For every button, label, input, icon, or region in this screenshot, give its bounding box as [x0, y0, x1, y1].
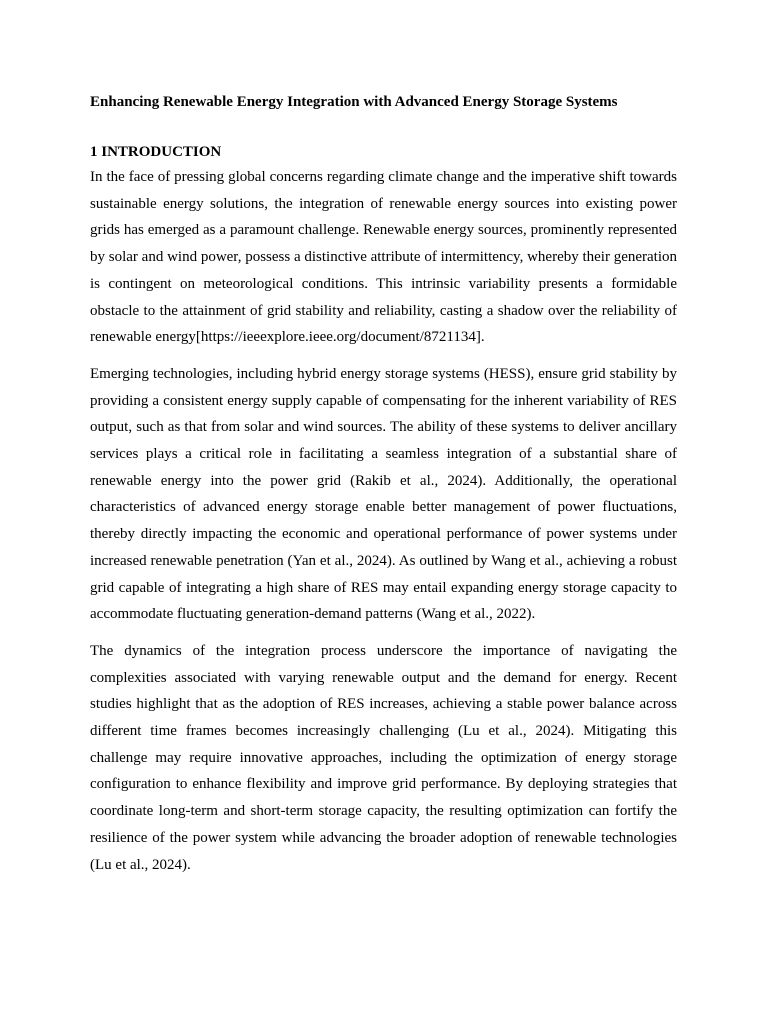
document-page [90, 92, 677, 888]
paragraph-3: The dynamics of the integration process underscore the importance of navigating the complexities associated with varying renewable output and the demand for energy. Recent studies highlight that as the adoption of RES increases, achieving a stable power balance across different time frames becomes increasingly challenging (Lu et al., 2024). Mitigating this challenge may require innovative approaches, including the optimization of energy storage configuration to enhance flexibility and improve grid performance. By deploying strategies that coordinate long-term and short-term storage capacity, the resulting optimization can fortify the resilience of the power system while advancing the broader adoption of renewable technologies (Lu et al., 2024). [90, 642, 677, 873]
paragraph-1: In the face of pressing global concerns regarding climate change and the imperative shift towards sustainable energy solutions, the integration of renewable energy sources into existing power grids has emerged as a paramount challenge. Renewable energy sources, prominently represented by solar and wind power, possess a distinctive attribute of intermittency, whereby their generation is contingent on meteorological conditions. This intrinsic variability presents a formidable obstacle to the attainment of grid stability and reliability, casting a shadow over the reliability of renewable energy[https://ieeexplore.ieee.org/document/8721134]. [90, 169, 678, 346]
paragraph-2: Emerging technologies, including hybrid energy storage systems (HESS), ensure grid stability by providing a consistent energy supply capable of compensating for the inherent variability of RES output, such as that from solar and wind sources. The ability of these systems to deliver ancillary services plays a critical role in facilitating a seamless integration of a substantial share of renewable energy into the power grid (Rakib et al., 2024). Additionally, the operational characteristics of advanced energy storage enable better management of power fluctuations, thereby directly impacting the economic and operational performance of power systems under increased renewable penetration (Yan et al., 2024). As outlined by Wang et al., achieving a robust grid capable of integrating a high share of RES may entail expanding energy storage capacity to accommodate fluctuating generation-demand patterns (Wang et al., 2022). [90, 365, 677, 623]
section-heading: 1 INTRODUCTION [90, 144, 222, 160]
document-title: Enhancing Renewable Energy Integration with Advanced Energy Storage Systems [90, 94, 618, 110]
introduction-section [90, 142, 677, 878]
